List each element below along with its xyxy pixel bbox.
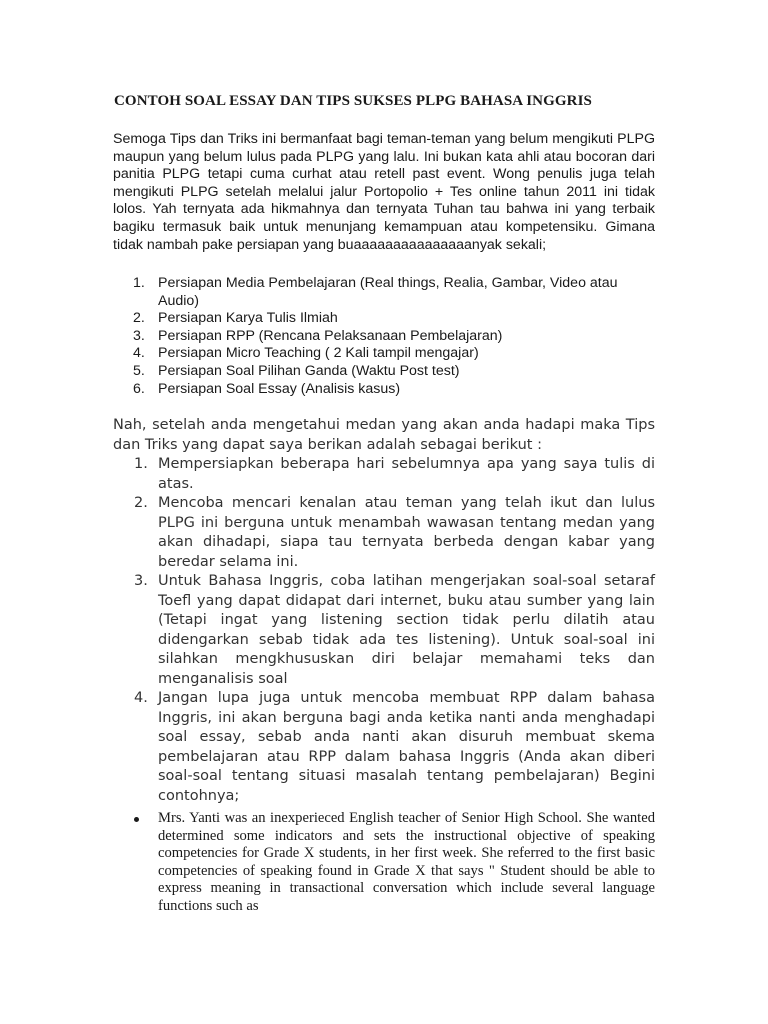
list-item-text: Persiapan RPP (Rencana Pelaksanaan Pembelajaran) <box>158 327 503 344</box>
list-item-text: Mempersiapkan beberapa hari sebelumnya apa yang saya tulis di atas. <box>158 456 655 492</box>
list-item <box>113 381 655 399</box>
list-item-text: Untuk Bahasa Inggris, coba latihan mengerjakan soal-soal setaraf Toefl yang dapat didapat dari internet, buku atau sumber yang lain (Tetapi ingat yang listening section tidak perlu dilatih atau didengarkan sebab tidak ada tes listening). Untuk soal-soal ini silahkan mengkhususkan diri belajar memahami teks dan menganalisis soal <box>158 573 655 687</box>
list-item <box>113 689 655 806</box>
list-item <box>113 310 655 328</box>
list-number: 1. <box>134 456 148 472</box>
list-number: 3. <box>133 327 145 344</box>
example-case-text: Mrs. Yanti was an inexperieced English teacher of Senior High School. She wanted determined some indicators and sets the instructional objective of speaking competencies for Grade X students, in her first week. She referred to the first basic competencies of speaking found in Grade X that says " Student should be able to express meaning in transactional conversation which include several language functions such as <box>158 810 655 914</box>
list-number: 1. <box>133 275 145 291</box>
list-item <box>113 572 655 689</box>
list-item-text: Persiapan Soal Essay (Analisis kasus) <box>158 380 401 397</box>
example-case-list <box>113 810 655 916</box>
list-item-text: Persiapan Micro Teaching ( 2 Kali tampil mengajar) <box>158 345 479 362</box>
bullet-icon <box>134 817 139 822</box>
list-item-text: Persiapan Media Pembelajaran (Real things, Realia, Gambar, Video atau Audio) <box>158 275 618 309</box>
list-item-text: Jangan lupa juga untuk mencoba membuat RPP dalam bahasa Inggris, ini akan berguna bagi anda ketika nanti anda menghadapi soal essay, sebab anda nanti akan disuruh membuat skema pembelajaran atau RPP dalam bahasa Inggris (Anda akan diberi soal-soal tentang situasi masalah tentang pembelajaran) Begini contohnya; <box>158 690 655 804</box>
list-number: 5. <box>133 362 145 379</box>
list-item <box>113 345 655 363</box>
intro-paragraph: Semoga Tips dan Triks ini bermanfaat bagi teman-teman yang belum mengikuti PLPG maupun yang belum lulus pada PLPG yang lalu. Ini bukan kata ahli atau bocoran dari panitia PLPG tetapi cuma curhat atau retell past event. Wong penulis juga telah mengikuti PLPG setelah melalui jalur Portopolio + Tes online tahun 2011 ini tidak lolos. Yah ternyata ada hikmahnya dan ternyata Tuhan tau bahwa ini yang terbaik bagiku termasuk baik untuk menunjang kemampuan atau kompetensiku. Gimana tidak nambah pake persiapan yang buaaaaaaaaaaaaaaanyak sekali; <box>113 131 655 253</box>
list-item-text: Persiapan Karya Tulis Ilmiah <box>158 310 338 327</box>
list-number: 6. <box>133 380 145 397</box>
list-number: 2. <box>134 495 148 511</box>
list-number: 4. <box>134 690 148 706</box>
list-item <box>113 494 655 572</box>
list-item <box>113 363 655 381</box>
list-item <box>113 455 655 494</box>
tips-intro-paragraph: Nah, setelah anda mengetahui medan yang akan anda hadapi maka Tips dan Triks yang dapat saya berikan adalah sebagai berikut : <box>113 417 655 453</box>
list-number: 3. <box>134 573 148 589</box>
list-item <box>113 328 655 346</box>
tips-list <box>113 455 655 806</box>
list-item-text: Persiapan Soal Pilihan Ganda (Waktu Post test) <box>158 362 460 379</box>
list-number: 2. <box>133 310 145 327</box>
list-item-text: Mencoba mencari kenalan atau teman yang telah ikut dan lulus PLPG ini berguna untuk menambah wawasan tentang medan yang akan dihadapi, siapa tau ternyata berbeda dengan kabar yang beredar selama ini. <box>158 495 655 570</box>
list-item <box>113 275 655 310</box>
list-item <box>113 810 655 916</box>
preparation-list <box>113 275 655 398</box>
list-number: 4. <box>133 345 145 362</box>
document-title: CONTOH SOAL ESSAY DAN TIPS SUKSES PLPG BAHASA INGGRIS <box>114 93 592 109</box>
